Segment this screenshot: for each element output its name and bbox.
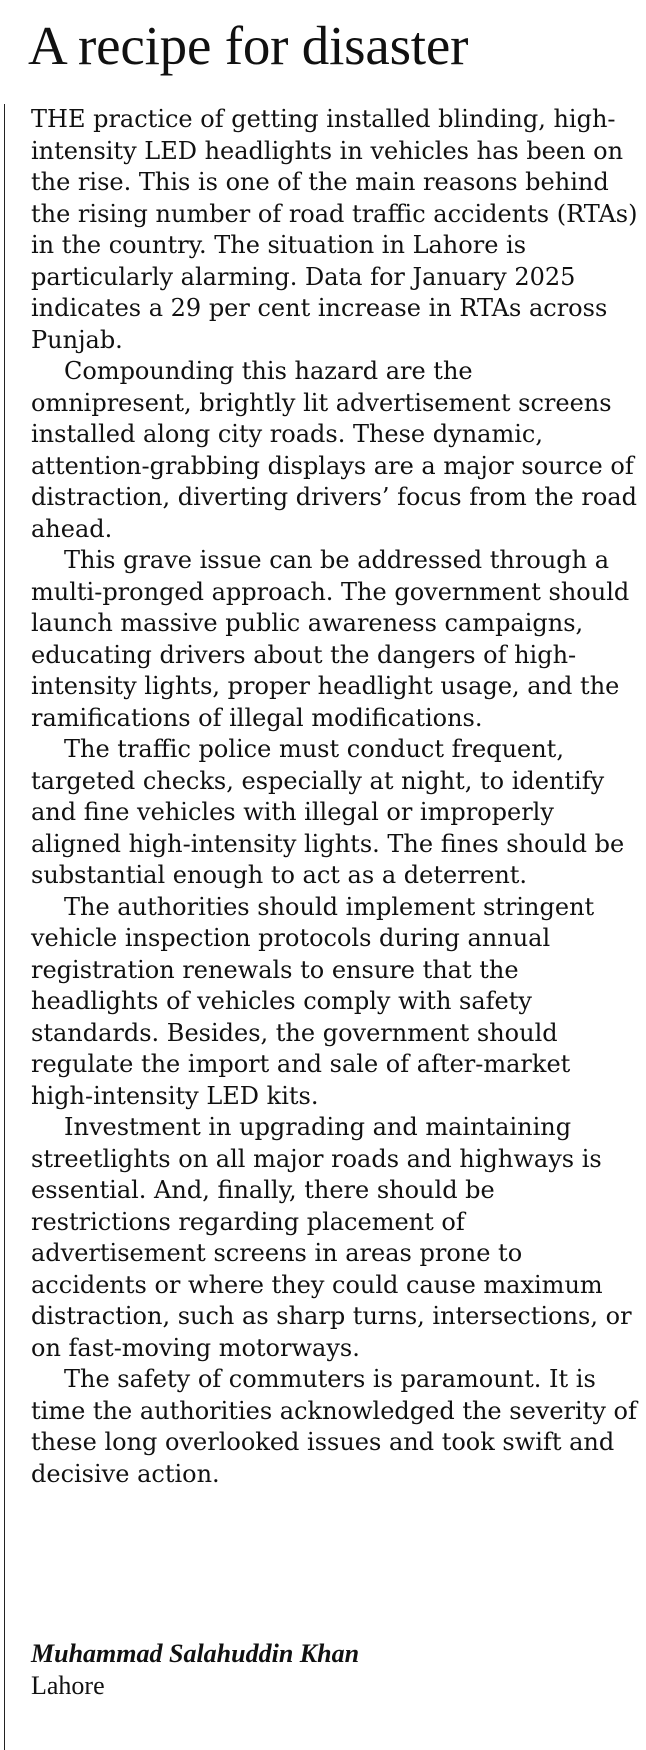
- author-name: Muhammad Salahuddin Khan: [31, 1639, 360, 1668]
- paragraph: The traffic police must conduct frequent, targeted checks, especially at night, to identify and fine vehicles with illegal or improperly aligned high-intensity lights. The fines should be substantial enough to act as a deterrent.: [31, 735, 625, 889]
- paragraph: Compounding this hazard are the omnipresent, brightly lit advertisement screens installed along city roads. These dynamic, attention-grabbing displays are a major source of distraction, diverting drivers’ focus from the road ahead.: [31, 357, 637, 543]
- paragraph: This grave issue can be addressed through a multi-pronged approach. The government should launch massive public awareness campaigns, educating drivers about the dangers of high-intensity lights, proper headlight usage, and the ramifications of illegal modifications.: [31, 546, 630, 732]
- signature-block: [31, 1638, 639, 1702]
- paragraph: Investment in upgrading and maintaining streetlights on all major roads and highways is essential. And, finally, there should be restrictions regarding placement of advertisement screens in areas prone to accidents or where they could cause maximum distraction, such as sharp turns, intersections, or on fast-moving motorways.: [31, 1113, 632, 1362]
- paragraph: The safety of commuters is paramount. It is time the authorities acknowledged the severity of these long overlooked issues and took swift and decisive action.: [31, 1365, 637, 1488]
- author-city: Lahore: [31, 1671, 105, 1700]
- headline: A recipe for disaster: [28, 15, 469, 76]
- column-rule: [4, 104, 5, 1750]
- paragraph: THE practice of getting installed blinding, high-intensity LED headlights in vehicles has been on the rise. This is one of the main reasons behind the rising number of road traffic accidents (RTAs) in the country. The situation in Lahore is particularly alarming. Data for January 2025 indicates a 29 per cent increase in RTAs across Punjab.: [31, 105, 638, 354]
- paragraph: The authorities should implement stringent vehicle inspection protocols during annual registration renewals to ensure that the headlights of vehicles comply with safety standards. Besides, the government should regulate the import and sale of after-market high-intensity LED kits.: [31, 892, 595, 1110]
- letter-body: [31, 104, 639, 1490]
